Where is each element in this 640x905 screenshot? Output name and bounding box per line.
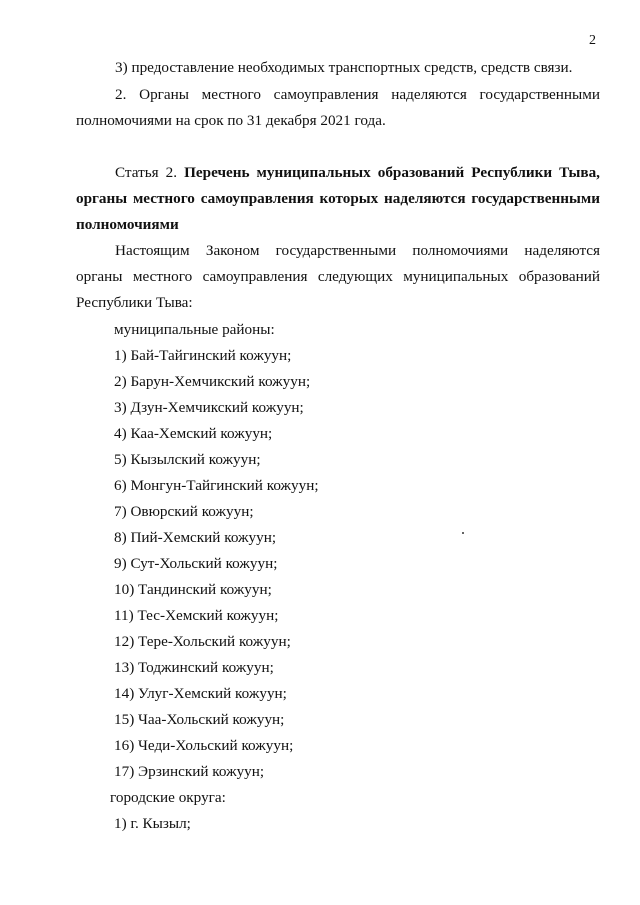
list-item: 14) Улуг-Хемский кожуун; [114,685,287,702]
list-item: 10) Тандинский кожуун; [114,581,272,598]
page-number: 2 [589,33,596,48]
list-item: 1) Бай-Тайгинский кожуун; [114,347,292,364]
list-item: 6) Монгун-Тайгинский кожуун; [114,477,319,494]
list-item: 3) Дзун-Хемчикский кожуун; [114,399,304,416]
paragraph-intro: Настоящим Законом государственными полномочиями наделяются органы местного самоуправления следующих муниципальных образований Республики Тыва: [76,242,600,311]
list-item: 11) Тес-Хемский кожуун; [114,607,279,624]
list-item: 4) Каа-Хемский кожуун; [114,425,273,442]
list-item: 9) Сут-Хольский кожуун; [114,555,278,572]
list-item: 2) Барун-Хемчикский кожуун; [114,373,311,390]
paragraph-item-3: 3) предоставление необходимых транспортных средств, средств связи. [115,59,573,76]
list-item: 12) Тере-Хольский кожуун; [114,633,291,650]
paragraph-term: 2. Органы местного самоуправления наделяются государственными полномочиями на срок по 31 декабря 2021 года. [76,86,600,129]
article-title: Перечень муниципальных образований Республики Тыва, органы местного самоуправления которых наделяются государственными полномочиями [76,164,600,233]
list-item: 1) г. Кызыл; [114,815,191,832]
list-item: 17) Эрзинский кожуун; [114,763,265,780]
list-item: 7) Овюрский кожуун; [114,503,254,520]
list-item: 8) Пий-Хемский кожуун; [114,529,277,546]
list-item: 13) Тоджинский кожуун; [114,659,274,676]
article-heading [76,160,600,238]
cities-heading: городские округа: [110,789,226,806]
scan-speck [462,532,464,534]
municipality-list [110,317,319,837]
districts-heading: муниципальные районы: [114,321,275,338]
list-item: 16) Чеди-Хольский кожуун; [114,737,294,754]
list-item: 15) Чаа-Хольский кожуун; [114,711,285,728]
list-item: 5) Кызылский кожуун; [114,451,261,468]
article-prefix: Статья 2. [115,164,185,181]
